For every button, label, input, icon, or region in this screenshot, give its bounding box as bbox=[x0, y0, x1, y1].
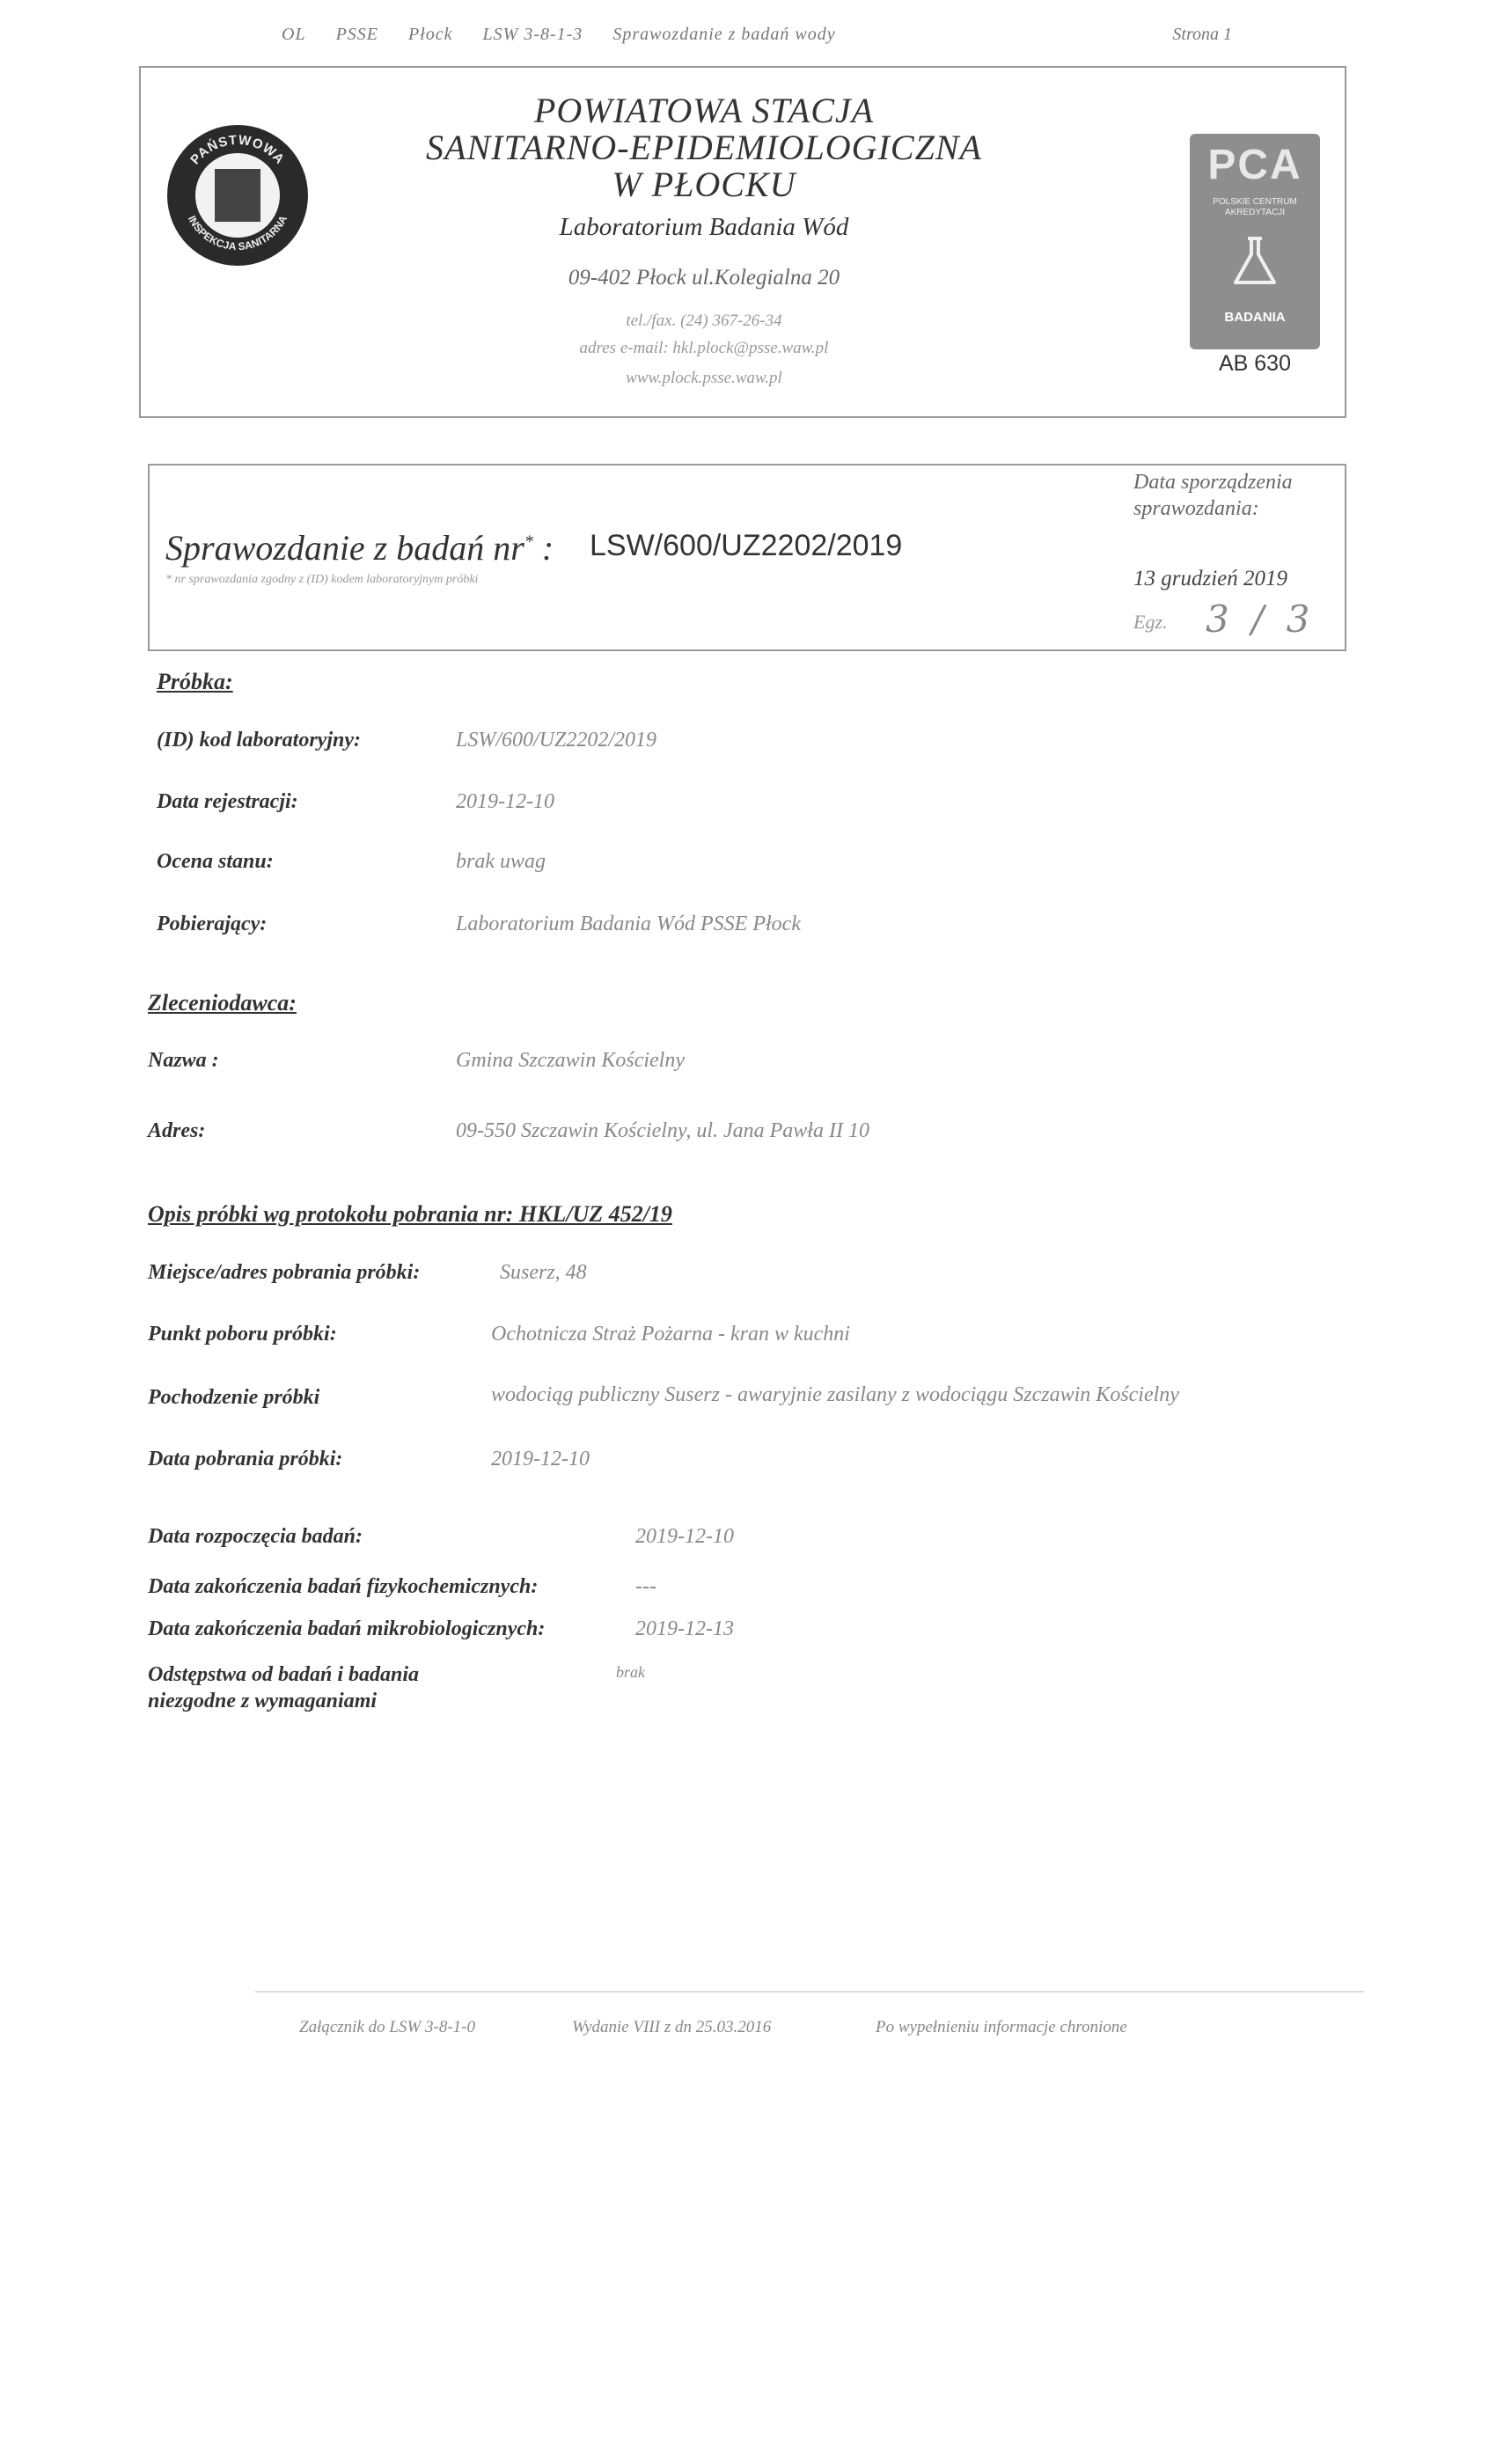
field-label: Ocena stanu: bbox=[157, 850, 274, 873]
institution-name-line: W PŁOCKU bbox=[612, 165, 796, 204]
field-value: 2019-12-10 bbox=[491, 1448, 590, 1470]
report-date-label: Data sporządzenia sprawozdania: bbox=[1133, 471, 1293, 520]
report-title-star: * bbox=[524, 532, 533, 552]
flask-icon bbox=[1228, 235, 1281, 288]
client-heading: Zleceniodawca: bbox=[148, 990, 297, 1016]
report-title bbox=[165, 527, 554, 568]
field-label: Data zakończenia badań mikrobiologicznych: bbox=[148, 1617, 546, 1640]
footer-attachment: Załącznik do LSW 3-8-1-0 bbox=[299, 2018, 476, 2036]
institution-name-line: SANITARNO-EPIDEMIOLOGICZNA bbox=[426, 128, 982, 167]
deviations-label-line: niezgodne z wymaganiami bbox=[148, 1690, 378, 1712]
pca-accreditation-logo bbox=[1190, 134, 1320, 349]
copy-label: Egz. bbox=[1133, 611, 1168, 633]
pca-subtitle-line: POLSKIE CENTRUM bbox=[1213, 197, 1297, 207]
footer-divider bbox=[255, 1991, 1364, 1992]
institution-address: 09-402 Płock ul.Kolegialna 20 bbox=[568, 266, 840, 290]
pca-subtitle-line: AKREDYTACJI bbox=[1224, 208, 1286, 217]
field-value: 09-550 Szczawin Kościelny, ul. Jana Pawła II 10 bbox=[456, 1119, 869, 1142]
field-label: (ID) kod laboratoryjny: bbox=[157, 729, 361, 752]
footer-edition: Wydanie VIII z dn 25.03.2016 bbox=[572, 2018, 772, 2036]
report-number: LSW/600/UZ2202/2019 bbox=[590, 529, 903, 562]
laboratory-name: Laboratorium Badania Wód bbox=[559, 213, 849, 241]
running-header-item: OL bbox=[282, 25, 306, 44]
pca-letters: PCA bbox=[1207, 142, 1302, 188]
field-label: Pochodzenie próbki bbox=[148, 1386, 320, 1409]
running-header-item: PSSE bbox=[335, 25, 379, 44]
institution-phone: tel./fax. (24) 367-26-34 bbox=[626, 312, 782, 330]
protocol-heading: Opis próbki wg protokołu pobrania nr: HKL/UZ 452/19 bbox=[148, 1201, 672, 1227]
sample-heading: Próbka: bbox=[157, 669, 233, 694]
field-value: Laboratorium Badania Wód PSSE Płock bbox=[456, 913, 801, 935]
field-value: LSW/600/UZ2202/2019 bbox=[456, 729, 657, 752]
field-label: Nazwa : bbox=[148, 1049, 219, 1072]
field-label: Data zakończenia badań fizykochemicznych: bbox=[148, 1575, 539, 1598]
field-label: Miejsce/adres pobrania próbki: bbox=[148, 1261, 421, 1284]
field-label: Punkt poboru próbki: bbox=[148, 1323, 337, 1346]
field-value: --- bbox=[635, 1575, 656, 1598]
copy-number-handwritten: 3 / 3 bbox=[1206, 598, 1316, 641]
seal-center bbox=[195, 153, 280, 238]
field-value: Gmina Szczawin Kościelny bbox=[456, 1049, 685, 1072]
running-header-item: Sprawozdanie z badań wody bbox=[612, 25, 836, 44]
institution-email: adres e-mail: hkl.plock@psse.waw.pl bbox=[579, 339, 829, 357]
institution-header bbox=[139, 66, 1346, 418]
institution-website: www.plock.psse.waw.pl bbox=[626, 369, 782, 387]
seal-text-top: PAŃSTWOWA bbox=[187, 132, 288, 168]
field-value: Suserz, 48 bbox=[500, 1261, 587, 1284]
running-header bbox=[282, 25, 861, 45]
accreditation-number: AB 630 bbox=[1218, 351, 1291, 376]
field-label: Data rozpoczęcia badań: bbox=[148, 1525, 363, 1548]
deviations-label bbox=[148, 1661, 419, 1714]
page-number: Strona 1 bbox=[1172, 25, 1232, 44]
running-header-item: Płock bbox=[408, 25, 453, 44]
deviations-label-line: Odstępstwa od badań i badania bbox=[148, 1663, 420, 1686]
report-date: 13 grudzień 2019 bbox=[1133, 567, 1287, 590]
pca-subtitle bbox=[1190, 197, 1320, 218]
eagle-emblem-icon bbox=[215, 169, 260, 222]
report-title-box bbox=[148, 464, 1346, 651]
footer-confidential: Po wypełnieniu informacje chronione bbox=[876, 2018, 1127, 2036]
field-label: Data pobrania próbki: bbox=[148, 1448, 343, 1470]
field-value: 2019-12-13 bbox=[635, 1617, 734, 1640]
report-number-note: * nr sprawozdania zgodny z (ID) kodem laboratoryjnym próbki bbox=[165, 573, 479, 586]
report-title-colon: : bbox=[541, 528, 554, 568]
field-value: brak uwag bbox=[456, 850, 546, 873]
seal-text-bottom: INSPEKCJA SANITARNA bbox=[185, 213, 290, 253]
field-value: wodociąg publiczny Suserz - awaryjnie zasilany z wodociągu Szczawin Kościelny bbox=[491, 1383, 1179, 1406]
field-label: Pobierający: bbox=[157, 913, 268, 935]
deviations-value: brak bbox=[616, 1663, 645, 1681]
field-value: 2019-12-10 bbox=[635, 1525, 734, 1548]
institution-name-line: POWIATOWA STACJA bbox=[533, 91, 875, 130]
state-sanitary-inspection-seal-icon bbox=[167, 125, 308, 266]
report-title-text: Sprawozdanie z badań nr bbox=[165, 528, 524, 568]
field-label: Adres: bbox=[148, 1119, 206, 1142]
field-value: Ochotnicza Straż Pożarna - kran w kuchni bbox=[491, 1323, 850, 1346]
pca-category: BADANIA bbox=[1224, 310, 1286, 325]
institution-name bbox=[387, 92, 1021, 203]
running-header-item: LSW 3-8-1-3 bbox=[482, 25, 583, 44]
field-value: 2019-12-10 bbox=[456, 790, 554, 813]
field-label: Data rejestracji: bbox=[157, 790, 298, 813]
